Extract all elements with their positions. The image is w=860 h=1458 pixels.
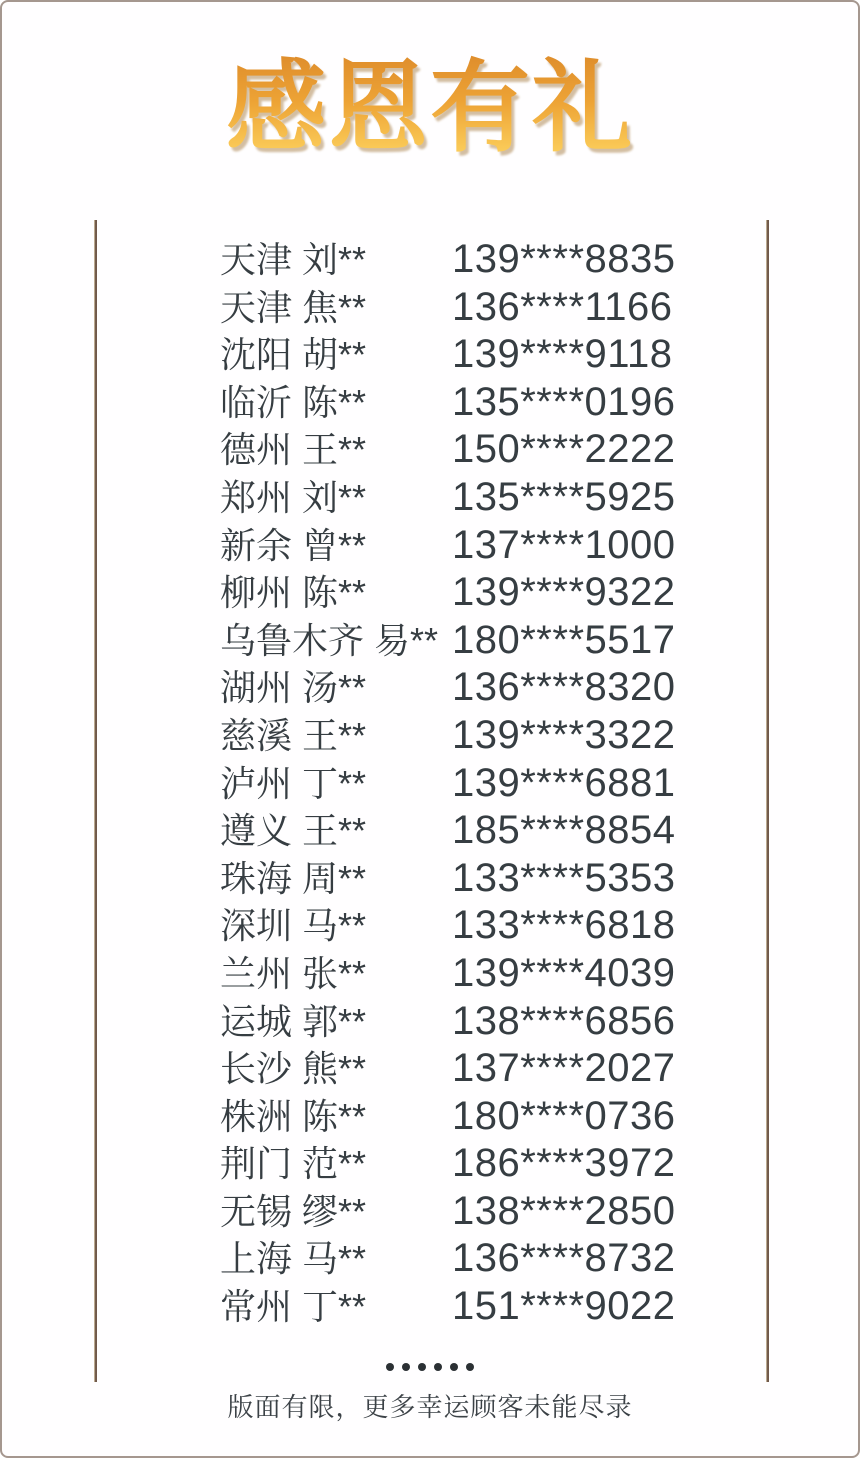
winner-name: 郑州 刘** bbox=[220, 476, 367, 518]
winner-phone: 139****4039 bbox=[452, 950, 676, 995]
winner-name: 无锡 缪** bbox=[220, 1190, 367, 1232]
footnote: 版面有限，更多幸运顾客未能尽录 bbox=[227, 1392, 633, 1422]
table-row bbox=[220, 1093, 780, 1141]
winner-phone: 138****2850 bbox=[452, 1188, 676, 1233]
winner-name: 荆门 范** bbox=[220, 1143, 367, 1185]
winner-phone: 185****8854 bbox=[452, 808, 676, 853]
table-row bbox=[220, 760, 780, 808]
table-row bbox=[220, 1235, 780, 1283]
winner-phone: 133****6818 bbox=[452, 903, 676, 948]
winner-name: 兰州 张** bbox=[220, 952, 367, 994]
winner-phone: 139****9322 bbox=[452, 570, 676, 615]
winner-name: 天津 刘** bbox=[220, 239, 367, 280]
winner-name: 长沙 熊** bbox=[220, 1048, 367, 1090]
page-title: 感恩有礼 bbox=[2, 50, 858, 165]
table-row bbox=[220, 998, 780, 1046]
winner-phone: 137****2027 bbox=[452, 1046, 676, 1091]
table-row bbox=[220, 712, 780, 760]
table-row bbox=[220, 664, 780, 712]
table-row bbox=[220, 331, 780, 379]
ellipsis-dots bbox=[2, 1363, 858, 1371]
winner-name: 乌鲁木齐 易** bbox=[220, 619, 439, 661]
winner-name: 泸州 丁** bbox=[220, 762, 367, 804]
winner-phone: 139****3322 bbox=[452, 712, 676, 757]
winner-phone: 180****5517 bbox=[452, 617, 676, 662]
winner-phone: 137****1000 bbox=[452, 522, 676, 567]
winner-phone: 138****6856 bbox=[452, 998, 676, 1043]
winner-name: 临沂 陈** bbox=[220, 381, 367, 423]
table-row bbox=[220, 617, 780, 665]
dot-icon bbox=[434, 1363, 442, 1371]
table-row bbox=[220, 1045, 780, 1093]
winner-name: 珠海 周** bbox=[220, 857, 367, 899]
winner-phone: 180****0736 bbox=[452, 1093, 676, 1138]
winner-phone: 136****1166 bbox=[452, 284, 673, 329]
table-row bbox=[220, 1283, 780, 1331]
winner-name: 运城 郭** bbox=[220, 1000, 367, 1042]
winner-name: 沈阳 胡** bbox=[220, 334, 367, 376]
winner-name: 深圳 马** bbox=[220, 905, 367, 947]
winner-name: 上海 马** bbox=[220, 1238, 367, 1280]
left-divider-line bbox=[94, 220, 97, 1382]
table-row bbox=[220, 950, 780, 998]
winner-name: 天津 焦** bbox=[220, 286, 367, 328]
winner-name: 遵义 王** bbox=[220, 810, 367, 852]
table-row bbox=[220, 1140, 780, 1188]
winner-phone: 139****9118 bbox=[452, 332, 673, 377]
table-row bbox=[220, 522, 780, 570]
table-row bbox=[220, 807, 780, 855]
winner-name: 新余 曾** bbox=[220, 524, 367, 566]
winner-name: 常州 丁** bbox=[220, 1286, 367, 1328]
winner-phone: 139****6881 bbox=[452, 760, 676, 805]
dot-icon bbox=[402, 1363, 410, 1371]
table-row bbox=[220, 426, 780, 474]
dot-icon bbox=[386, 1363, 394, 1371]
winner-phone: 135****5925 bbox=[452, 474, 676, 519]
table-row bbox=[220, 1188, 780, 1236]
table-row bbox=[220, 284, 780, 332]
table-row bbox=[220, 379, 780, 427]
winner-name: 慈溪 王** bbox=[220, 714, 367, 756]
table-row bbox=[220, 902, 780, 950]
winner-name: 株洲 陈** bbox=[220, 1095, 367, 1137]
table-row bbox=[220, 855, 780, 903]
table-row bbox=[220, 474, 780, 522]
winner-phone: 136****8732 bbox=[452, 1236, 676, 1281]
dot-icon bbox=[450, 1363, 458, 1371]
dot-icon bbox=[418, 1363, 426, 1371]
dot-icon bbox=[466, 1363, 474, 1371]
winner-phone: 139****8835 bbox=[452, 237, 676, 281]
winner-phone: 150****2222 bbox=[452, 427, 676, 472]
winner-name: 湖州 汤** bbox=[220, 667, 367, 709]
winner-phone: 136****8320 bbox=[452, 665, 676, 710]
winner-phone: 186****3972 bbox=[452, 1141, 676, 1186]
winner-name: 柳州 陈** bbox=[220, 572, 367, 614]
winners-list bbox=[220, 236, 780, 1331]
table-row bbox=[220, 236, 780, 284]
winner-name: 德州 王** bbox=[220, 429, 367, 471]
table-row bbox=[220, 569, 780, 617]
winner-phone: 151****9022 bbox=[452, 1284, 676, 1329]
winner-phone: 133****5353 bbox=[452, 855, 676, 900]
winner-phone: 135****0196 bbox=[452, 379, 676, 424]
